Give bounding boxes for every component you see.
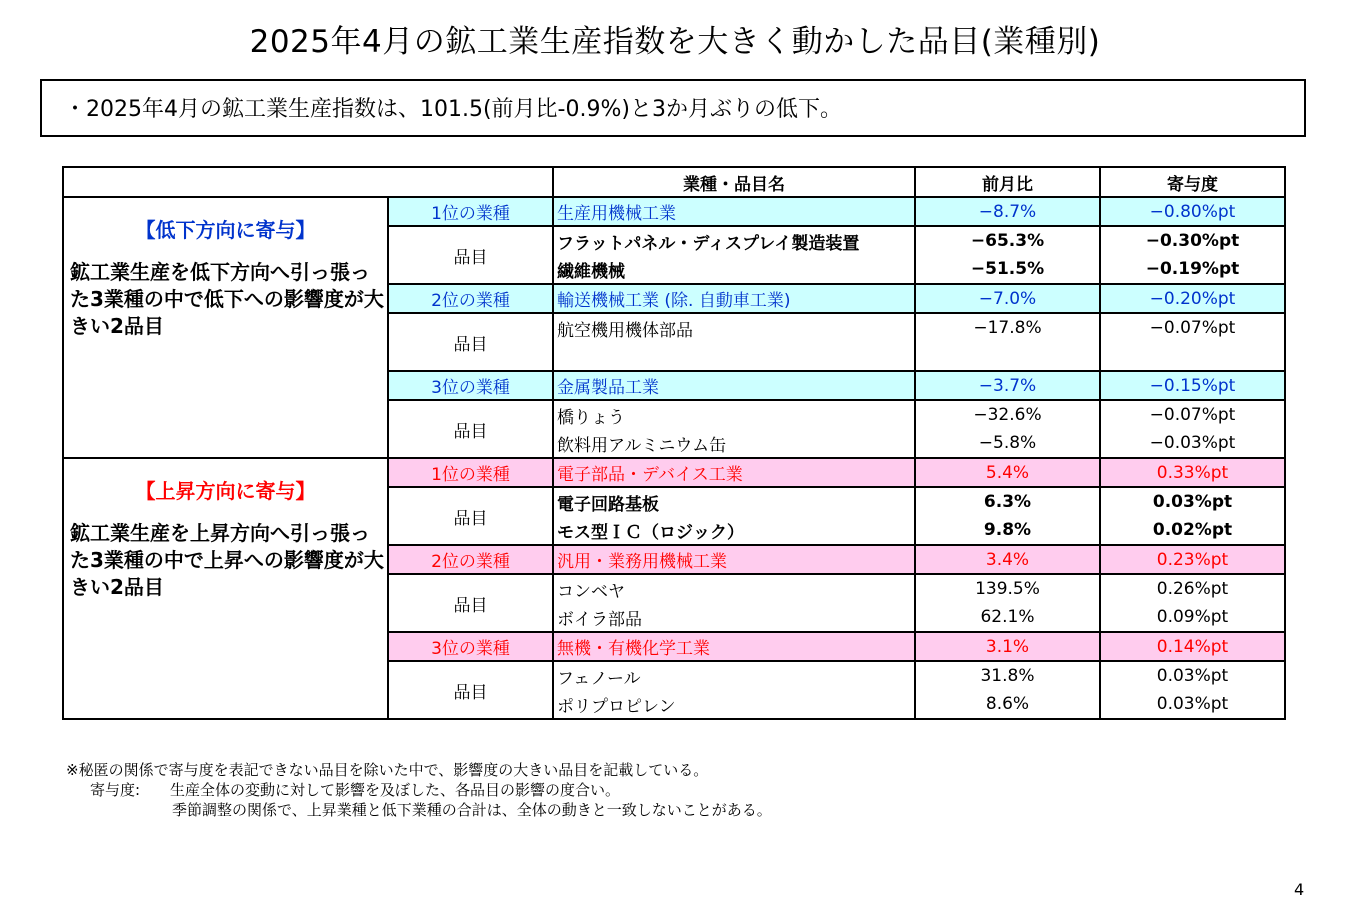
industry-name: 生産用機械工業 xyxy=(553,197,915,226)
table-row xyxy=(63,197,1285,226)
item-contribution: −0.03%pt xyxy=(1100,429,1285,458)
industry-contribution: −0.80%pt xyxy=(1100,197,1285,226)
item-name: フェノール xyxy=(553,661,915,690)
item-name: 電子回路基板 xyxy=(553,487,915,516)
industry-contribution: 0.14%pt xyxy=(1100,632,1285,661)
item-change: 6.3% xyxy=(915,487,1100,516)
table-row xyxy=(63,458,1285,487)
industry-name: 無機・有機化学工業 xyxy=(553,632,915,661)
item-name: 飲料用アルミニウム缶 xyxy=(553,429,915,458)
industry-name: 輸送機械工業 (除. 自動車工業) xyxy=(553,284,915,313)
industry-change: 5.4% xyxy=(915,458,1100,487)
down-heading: 【低下方向に寄与】 xyxy=(135,218,316,242)
item-contribution: −0.07%pt xyxy=(1100,400,1285,429)
header-change: 前月比 xyxy=(915,167,1100,197)
item-contribution: 0.02%pt xyxy=(1100,516,1285,545)
item-label: 品目 xyxy=(388,313,553,371)
rank-label: 1位の業種 xyxy=(388,458,553,487)
item-name: 橋りょう xyxy=(553,400,915,429)
table-header-row xyxy=(63,167,1285,197)
industry-change: 3.1% xyxy=(915,632,1100,661)
header-blank xyxy=(63,167,553,197)
summary-box xyxy=(40,79,1306,137)
item-label: 品目 xyxy=(388,400,553,458)
industry-name: 金属製品工業 xyxy=(553,371,915,400)
item-contribution: 0.03%pt xyxy=(1100,690,1285,719)
item-name: 繊維機械 xyxy=(553,255,915,284)
item-name: フラットパネル・ディスプレイ製造装置 xyxy=(553,226,915,255)
item-contribution: 0.03%pt xyxy=(1100,487,1285,516)
item-change: −51.5% xyxy=(915,255,1100,284)
item-label: 品目 xyxy=(388,574,553,632)
item-change-empty xyxy=(915,342,1100,371)
item-change: −32.6% xyxy=(915,400,1100,429)
header-contribution: 寄与度 xyxy=(1100,167,1285,197)
item-change: −17.8% xyxy=(915,313,1100,342)
industry-change: −7.0% xyxy=(915,284,1100,313)
item-contribution: −0.07%pt xyxy=(1100,313,1285,342)
item-name: 航空機用機体部品 xyxy=(553,313,915,342)
item-label: 品目 xyxy=(388,487,553,545)
rank-label: 3位の業種 xyxy=(388,632,553,661)
header-item-name: 業種・品目名 xyxy=(553,167,915,197)
contribution-table xyxy=(62,166,1286,720)
rank-label: 2位の業種 xyxy=(388,545,553,574)
item-contribution-empty xyxy=(1100,342,1285,371)
up-heading: 【上昇方向に寄与】 xyxy=(135,479,316,503)
footnote-1: ※秘匿の関係で寄与度を表記できない品目を除いた中で、影響度の大きい品目を記載している。 xyxy=(66,761,709,779)
industry-contribution: −0.15%pt xyxy=(1100,371,1285,400)
item-name-empty xyxy=(553,342,915,371)
footnote-3: 季節調整の関係で、上昇業種と低下業種の合計は、全体の動きと一致しないことがある。 xyxy=(172,801,772,819)
summary-text: ・2025年4月の鉱工業生産指数は、101.5(前月比-0.9%)と3か月ぶりの低下。 xyxy=(64,97,842,122)
page-title: 2025年4月の鉱工業生産指数を大きく動かした品目(業種別) xyxy=(249,24,1101,60)
industry-contribution: 0.33%pt xyxy=(1100,458,1285,487)
item-contribution: 0.03%pt xyxy=(1100,661,1285,690)
item-contribution: 0.26%pt xyxy=(1100,574,1285,603)
item-label: 品目 xyxy=(388,226,553,284)
industry-contribution: 0.23%pt xyxy=(1100,545,1285,574)
item-name: ボイラ部品 xyxy=(553,603,915,632)
item-change: −65.3% xyxy=(915,226,1100,255)
industry-change: −8.7% xyxy=(915,197,1100,226)
industry-contribution: −0.20%pt xyxy=(1100,284,1285,313)
rank-label: 3位の業種 xyxy=(388,371,553,400)
item-change: 8.6% xyxy=(915,690,1100,719)
down-description: 鉱工業生産を低下方向へ引っ張った3業種の中で低下への影響度が大きい2品目 xyxy=(70,260,384,338)
industry-name: 汎用・業務用機械工業 xyxy=(553,545,915,574)
item-change: 31.8% xyxy=(915,661,1100,690)
industry-name: 電子部品・デバイス工業 xyxy=(553,458,915,487)
item-change: 9.8% xyxy=(915,516,1100,545)
item-name: コンベヤ xyxy=(553,574,915,603)
industry-change: −3.7% xyxy=(915,371,1100,400)
item-change: −5.8% xyxy=(915,429,1100,458)
item-name: ポリプロピレン xyxy=(553,690,915,719)
page-number: 4 xyxy=(1294,880,1305,899)
item-contribution: −0.19%pt xyxy=(1100,255,1285,284)
up-section-label xyxy=(63,458,388,719)
item-name: モス型ＩＣ（ロジック） xyxy=(553,516,915,545)
up-description: 鉱工業生産を上昇方向へ引っ張った3業種の中で上昇への影響度が大きい2品目 xyxy=(70,521,384,599)
item-change: 139.5% xyxy=(915,574,1100,603)
down-section-label xyxy=(63,197,388,458)
item-contribution: −0.30%pt xyxy=(1100,226,1285,255)
rank-label: 2位の業種 xyxy=(388,284,553,313)
item-label: 品目 xyxy=(388,661,553,719)
footnotes xyxy=(66,760,772,820)
item-change: 62.1% xyxy=(915,603,1100,632)
industry-change: 3.4% xyxy=(915,545,1100,574)
footnote-2: 寄与度: 生産全体の変動に対して影響を及ぼした、各品目の影響の度合い。 xyxy=(90,781,621,799)
item-contribution: 0.09%pt xyxy=(1100,603,1285,632)
rank-label: 1位の業種 xyxy=(388,197,553,226)
